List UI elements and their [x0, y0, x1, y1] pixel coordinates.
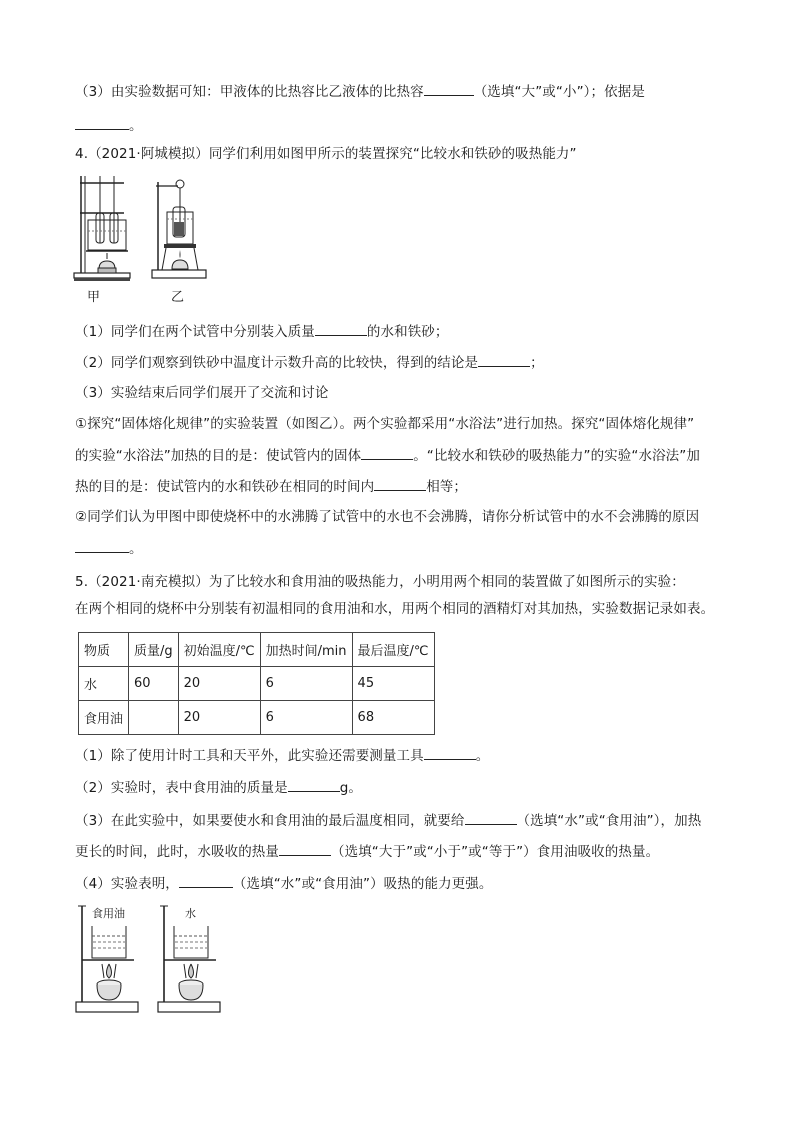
table-header-cell: 最后温度/℃ — [352, 633, 434, 667]
figure-label-oil: 食用油 — [92, 907, 125, 920]
answer-blank[interactable] — [179, 874, 233, 888]
q4-c2-line1: ②同学们认为甲图中即使烧杯中的水沸腾了试管中的水也不会沸腾，请你分析试管中的水不会沸腾的原因 — [75, 509, 700, 525]
answer-blank[interactable] — [361, 446, 413, 460]
q3-line2: 。 — [75, 116, 143, 135]
table-row — [79, 701, 435, 735]
table-cell: 45 — [352, 667, 434, 701]
answer-blank[interactable] — [424, 746, 476, 760]
table-cell: 60 — [129, 667, 179, 701]
q4-sub2: （2）同学们观察到铁砂中温度计示数升高的比较快，得到的结论是 ； — [75, 355, 544, 371]
table-header-cell: 加热时间/min — [260, 633, 352, 667]
figure-yi-apparatus — [148, 172, 210, 284]
q4-c2-line2: 。 — [75, 539, 143, 558]
q5-sub1: （1）除了使用计时工具和天平外，此实验还需要测量工具 。 — [75, 748, 490, 764]
answer-blank[interactable] — [315, 322, 367, 336]
answer-blank[interactable] — [288, 778, 340, 792]
q5-sub2: （2）实验时，表中食用油的质量是 g。 — [75, 780, 362, 796]
table-header-cell: 质量/g — [129, 633, 179, 667]
answer-blank[interactable] — [279, 842, 331, 856]
answer-blank[interactable] — [478, 353, 530, 367]
q4-c1-line1: ①探究“固体熔化规律”的实验装置（如图乙）。两个实验都采用“水浴法”进行加热。探究“固体熔化规律” — [75, 416, 695, 432]
figure-label-water: 水 — [185, 907, 196, 920]
table-cell: 水 — [79, 667, 129, 701]
q4-c1-line3: 热的目的是：使试管内的水和铁砂在相同的时间内 相等； — [75, 479, 468, 495]
q5-line2: 在两个相同的烧杯中分别装有初温相同的食用油和水，用两个相同的酒精灯对其加热，实验数据记录如表。 — [75, 601, 715, 617]
q5-header: 5.（2021·南充模拟）为了比较水和食用油的吸热能力，小明用两个相同的装置做了如图所示的实验： — [75, 574, 685, 590]
data-table — [78, 632, 435, 735]
table-cell: 20 — [178, 667, 260, 701]
q4-sub1: （1）同学们在两个试管中分别装入质量 的水和铁砂； — [75, 324, 449, 340]
table-cell: 6 — [260, 667, 352, 701]
table-cell: 食用油 — [79, 701, 129, 735]
table-header-cell: 物质 — [79, 633, 129, 667]
answer-blank[interactable] — [75, 539, 129, 553]
table-cell — [129, 701, 179, 735]
q5-sub3-line1: （3）在此实验中，如果要使水和食用油的最后温度相同，就要给 （选填“水”或“食用油”），加热 — [75, 813, 702, 829]
answer-blank[interactable] — [374, 477, 426, 491]
figure-jia-apparatus — [72, 173, 134, 285]
q4-c1-line2: 的实验“水浴法”加热的目的是：使试管内的固体 。“比较水和铁砂的吸热能力”的实验“水浴法”加 — [75, 448, 700, 464]
table-cell: 6 — [260, 701, 352, 735]
q4-sub3: （3）实验结束后同学们展开了交流和讨论 — [75, 385, 329, 401]
q5-sub3-line2: 更长的时间，此时，水吸收的热量 （选填“大于”或“小于”或“等于”）食用油吸收的热量。 — [75, 844, 660, 860]
table-header-cell: 初始温度/℃ — [178, 633, 260, 667]
figure-label-yi: 乙 — [171, 290, 185, 305]
figure-label-jia: 甲 — [87, 290, 101, 305]
table-cell: 20 — [178, 701, 260, 735]
answer-blank[interactable] — [75, 116, 129, 130]
answer-blank[interactable] — [465, 811, 517, 825]
q5-sub4: （4）实验表明， （选填“水”或“食用油”）吸热的能力更强。 — [75, 876, 493, 892]
table-row — [79, 667, 435, 701]
q3-line1: （3）由实验数据可知：甲液体的比热容比乙液体的比热容 （选填“大”或“小”）；依据是 — [75, 84, 645, 100]
q4-header: 4.（2021·阿城模拟）同学们利用如图甲所示的装置探究“比较水和铁砂的吸热能力” — [75, 146, 577, 162]
answer-blank[interactable] — [424, 82, 474, 96]
table-cell: 68 — [352, 701, 434, 735]
table-header-row — [79, 633, 435, 667]
